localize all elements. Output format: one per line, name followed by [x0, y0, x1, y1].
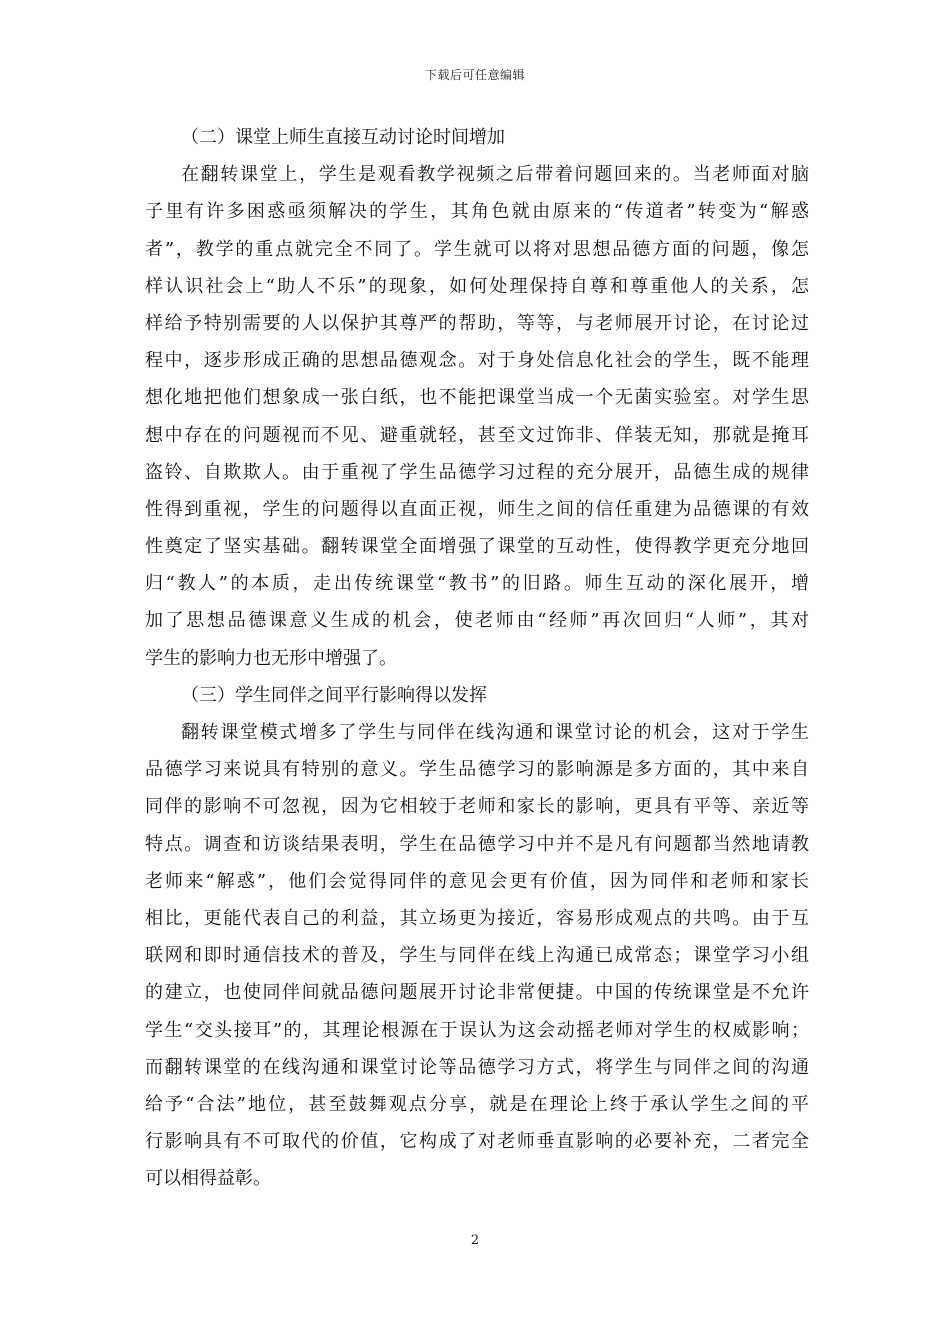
paragraph-line: 想中存在的问题视而不见、避重就轻，甚至文过饰非、佯装无知，那就是掩耳 [145, 424, 809, 446]
section-heading-2: （二）课堂上师生直接互动讨论时间增加 [181, 127, 505, 148]
paragraph-line: 相比，更能代表自己的利益，其立场更为接近，容易形成观点的共鸣。由于互 [145, 907, 809, 929]
paragraph-line: 学生的影响力也无形中增强了。 [145, 647, 397, 669]
paragraph-line: 行影响具有不可取代的价值，它构成了对老师垂直影响的必要补充，二者完全 [145, 1131, 809, 1153]
paragraph-line: 同伴的影响不可忽视，因为它相较于老师和家长的影响，更具有平等、亲近等 [145, 796, 809, 818]
paragraph-line: 联网和即时通信技术的普及，学生与同伴在线上沟通已成常态；课堂学习小组 [145, 945, 809, 967]
paragraph-line: 在翻转课堂上，学生是观看教学视频之后带着问题回来的。当老师面对脑 [181, 164, 809, 186]
paragraph-line: 盗铃、自欺欺人。由于重视了学生品德学习过程的充分展开，品德生成的规律 [145, 461, 809, 483]
paragraph-line: 特点。调查和访谈结果表明，学生在品德学习中并不是凡有问题都当然地请教 [145, 833, 809, 855]
paragraph-line: 性得到重视，学生的问题得以直面正视，师生之间的信任重建为品德课的有效 [145, 498, 809, 520]
paragraph-line: 者”，教学的重点就完全不同了。学生就可以将对思想品德方面的问题，像怎 [145, 238, 809, 260]
page-header: 下载后可任意编辑 [424, 68, 525, 82]
paragraph-line: 归“教人”的本质，走出传统课堂“教书”的旧路。师生互动的深化展开，增 [145, 573, 809, 595]
paragraph-line: 性奠定了坚实基础。翻转课堂全面增强了课堂的互动性，使得教学更充分地回 [145, 536, 809, 558]
paragraph-line: 样给予特别需要的人以保护其尊严的帮助，等等，与老师展开讨论，在讨论过 [145, 312, 809, 334]
paragraph-line: 品德学习来说具有特别的意义。学生品德学习的影响源是多方面的，其中来自 [145, 759, 809, 781]
paragraph-line: 加了思想品德课意义生成的机会，使老师由“经师”再次回归“人师”，其对 [145, 610, 809, 632]
paragraph-line: 样认识社会上“助人不乐”的现象，如何处理保持自尊和尊重他人的关系，怎 [145, 275, 809, 297]
paragraph-line: 程中，逐步形成正确的思想品德观念。对于身处信息化社会的学生，既不能理 [145, 350, 809, 372]
paragraph-line: 可以相得益彰。 [145, 1168, 271, 1190]
paragraph-line: 给予“合法”地位，甚至鼓舞观点分享，就是在理论上终于承认学生之间的平 [145, 1093, 809, 1115]
page-number: 2 [470, 1233, 480, 1248]
document-body [145, 119, 809, 1197]
paragraph-line: 翻转课堂模式增多了学生与同伴在线沟通和课堂讨论的机会，这对于学生 [181, 722, 809, 744]
paragraph-line: 子里有许多困惑亟须解决的学生，其角色就由原来的“传道者”转变为“解惑 [145, 201, 809, 223]
paragraph-line: 老师来“解惑”，他们会觉得同伴的意见会更有价值，因为同伴和老师和家长 [145, 870, 809, 892]
paragraph-line: 想化地把他们想象成一张白纸，也不能把课堂当成一个无菌实验室。对学生思 [145, 387, 809, 409]
paragraph-line: 的建立，也使同伴间就品德问题展开讨论非常便捷。中国的传统课堂是不允许 [145, 982, 809, 1004]
paragraph-line: 学生“交头接耳”的，其理论根源在于误认为这会动摇老师对学生的权威影响； [145, 1019, 809, 1041]
section-heading-3: （三）学生同伴之间平行影响得以发挥 [181, 684, 487, 706]
paragraph-line: 而翻转课堂的在线沟通和课堂讨论等品德学习方式，将学生与同伴之间的沟通 [145, 1056, 809, 1078]
section-3-paragraph [145, 714, 809, 1197]
section-2-paragraph [145, 156, 809, 677]
